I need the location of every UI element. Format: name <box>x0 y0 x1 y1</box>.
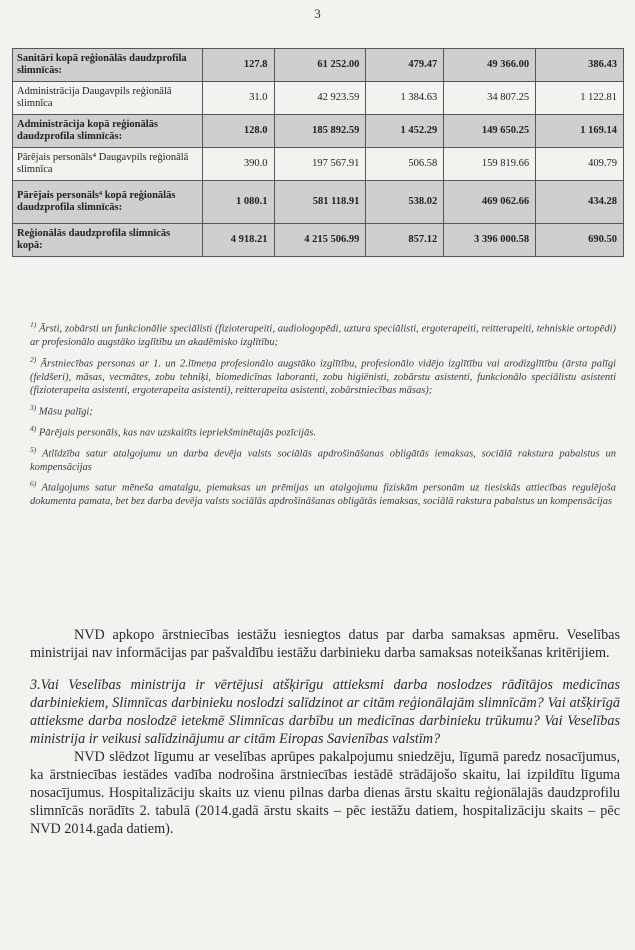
row-label: Pārējais personāls⁴ kopā reģionālās daudzprofila slimnīcās: <box>13 181 203 224</box>
footnote-text: Atalgojums satur mēneša amatalgu, piemaksas un prēmijas un atalgojumu fiziskām personām uz tiesiskās attiecības regulējoša dokumenta pamata, bet bez darba devēja valsts sociālās apdrošināšanas obligātās iemaksas, sociālā rakstura pabalstus un kompensācijas <box>30 482 616 507</box>
footnote-text: Pārējais personāls, kas nav uzskaitīts iepriekšminētajās pozīcijās. <box>38 427 316 438</box>
footnote-text: Ārstniecības personas ar 1. un 2.līmeņa profesionālo augstāko izglītību, profesionālo vidējo izglītību vai arodizglītību (ārsta palīgi (feldšeri), māsas, vecmātes, zobu tehniķi, biomedicīnas laboranti, zobu higiēnisti, zobārstu asistenti, funkcionālo speciālistu asistenti (fizioterapeita asistenti, ergoterapeita asistenti), reitterapeita asistenti, zobārstniecības māsas); <box>30 358 616 396</box>
cell-value: 4 215 506.99 <box>274 224 366 257</box>
cell-value: 197 567.91 <box>274 148 366 181</box>
cell-value: 42 923.59 <box>274 82 366 115</box>
cell-value: 4 918.21 <box>202 224 274 257</box>
footnote <box>30 353 616 398</box>
cell-value: 1 452.29 <box>366 115 444 148</box>
footnote <box>30 318 616 350</box>
footnote-text: Atlīdzība satur atalgojumu un darba devēja valsts sociālās apdrošināšanas obligātās iemaksas, sociālā rakstura pabalstus un kompensācijas <box>30 448 616 473</box>
table-row <box>13 148 624 181</box>
cell-value: 1 169.14 <box>536 115 624 148</box>
cell-value: 159 819.66 <box>444 148 536 181</box>
cell-value: 857.12 <box>366 224 444 257</box>
paragraph-nvd-data: NVD apkopo ārstniecības iestāžu iesniegtos datus par darba samaksas apmēru. Veselības ministrijai nav informācijas par pašvaldību iestāžu darbinieku darba samaksas noteikšanas kritērijiem. <box>30 627 620 661</box>
footnote <box>30 422 616 440</box>
cell-value: 506.58 <box>366 148 444 181</box>
cell-value: 149 650.25 <box>444 115 536 148</box>
question-3: 3.Vai Veselības ministrija ir vērtējusi atšķirīgu attieksmi darba noslodzes rādītājos medicīnas darbiniekiem, Slimnīcas darbinieku noslodzi salīdzinot ar citām reģionālajām slimnīcām? Vai atšķirīgā attieksme darba noslodzē ietekmē Slimnīcas darbību un medicīnas darbinieku trūkumu? Vai Veselības ministrija ir veikusi salīdzinājumu ar citām Eiropas Savienības valstīm? <box>30 677 620 747</box>
footnote-text: Ārsti, zobārsti un funkcionālie speciālisti (fizioterapeiti, audiologopēdi, uztura speciālisti, ergoterapeiti, reitterapeiti, tehniskie ortopēdi) ar profesionālo augstāko izglītību un akadēmisko izglītību; <box>30 323 616 348</box>
row-label: Sanitāri kopā reģionālās daudzprofila slimnīcās: <box>13 49 203 82</box>
footnote <box>30 443 616 475</box>
footnote-mark: 5) <box>30 444 37 454</box>
cell-value: 1 122.81 <box>536 82 624 115</box>
body-text <box>30 626 620 838</box>
cell-value: 390.0 <box>202 148 274 181</box>
table-row <box>13 181 624 224</box>
cell-value: 581 118.91 <box>274 181 366 224</box>
paragraph-nvd-contract: NVD slēdzot līgumu ar veselības aprūpes pakalpojumu sniedzēju, līgumā paredz nosacījumus, ka ārstniecības iestādes vadība nodrošina ārstniecības iestādē strādājošo skaitu, lai izpildītu līguma nosacījumus. Hospitalizāciju skaits uz vienu pilnas darba dienas ārstu skaitu reģionālajās daudzprofilu slimnīcās norādīts 2. tabulā (2014.gadā ārstu skaits – pēc iestāžu datiem, hospitalizāciju skaits – pēc NVD 2014.gada datiem). <box>30 749 620 837</box>
cell-value: 1 384.63 <box>366 82 444 115</box>
cell-value: 690.50 <box>536 224 624 257</box>
footnote-mark: 3) <box>30 402 37 412</box>
cell-value: 49 366.00 <box>444 49 536 82</box>
table-row <box>13 115 624 148</box>
cell-value: 185 892.59 <box>274 115 366 148</box>
footnote <box>30 477 616 509</box>
footnote-mark: 1) <box>30 320 37 329</box>
page-number: 3 <box>314 6 321 21</box>
footnote-mark: 6) <box>30 479 37 488</box>
cell-value: 1 080.1 <box>202 181 274 224</box>
staff-salary-table <box>12 48 624 257</box>
cell-value: 61 252.00 <box>274 49 366 82</box>
cell-value: 434.28 <box>536 181 624 224</box>
footnote-text: Māsu palīgi; <box>38 406 93 417</box>
table-row <box>13 82 624 115</box>
cell-value: 409.79 <box>536 148 624 181</box>
cell-value: 3 396 000.58 <box>444 224 536 257</box>
cell-value: 34 807.25 <box>444 82 536 115</box>
cell-value: 469 062.66 <box>444 181 536 224</box>
footnote-mark: 4) <box>30 423 37 433</box>
footnote-mark: 2) <box>30 354 37 364</box>
cell-value: 127.8 <box>202 49 274 82</box>
row-label: Administrācija kopā reģionālās daudzprofila slimnīcās: <box>13 115 203 148</box>
cell-value: 538.02 <box>366 181 444 224</box>
footnotes <box>30 318 616 512</box>
row-label: Pārējais personāls⁴ Daugavpils reģionālā slimnīca <box>13 148 203 181</box>
table-row <box>13 224 624 257</box>
cell-value: 479.47 <box>366 49 444 82</box>
cell-value: 386.43 <box>536 49 624 82</box>
row-label: Administrācija Daugavpils reģionālā slimnīca <box>13 82 203 115</box>
row-label: Reģionālās daudzprofila slimnīcās kopā: <box>13 224 203 257</box>
table-row <box>13 49 624 82</box>
footnote <box>30 401 616 419</box>
cell-value: 31.0 <box>202 82 274 115</box>
cell-value: 128.0 <box>202 115 274 148</box>
